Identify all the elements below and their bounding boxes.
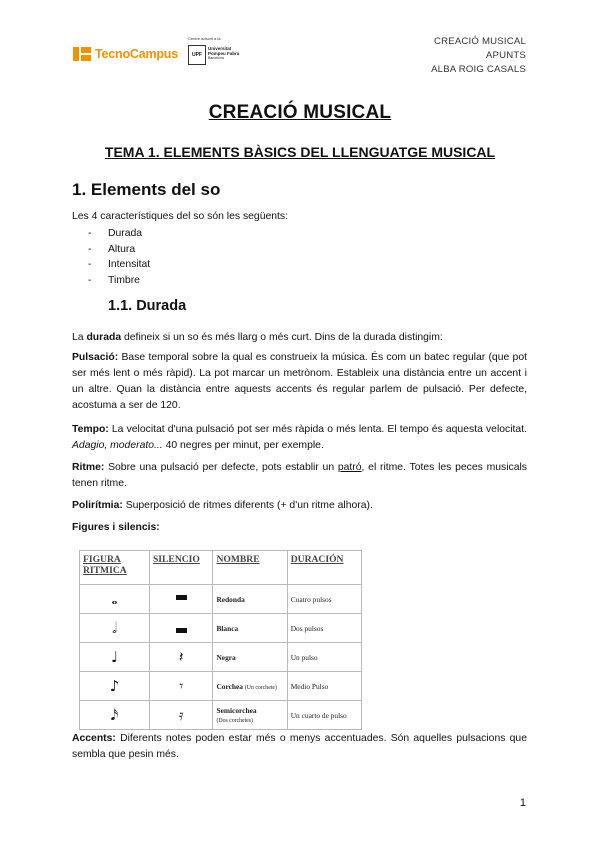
paragraph-ritme: Ritme: Sobre una pulsació per defecte, pots establir un patró, el ritme. Totes les peces musicals tenen ritme. xyxy=(72,462,527,489)
header-info xyxy=(431,35,526,77)
section-heading-elements: 1. Elements del so xyxy=(72,180,221,199)
table-row xyxy=(80,643,362,672)
duration-cell: Cuatro pulsos xyxy=(287,585,361,614)
name-cell: Semicorchea (Dos corchetes) xyxy=(213,701,287,730)
name-cell: Corchea (Un corchete) xyxy=(213,672,287,701)
name-cell: Negra xyxy=(213,643,287,672)
figures-heading: Figures i silencis: xyxy=(72,522,160,533)
eighth-note-icon: ♪ xyxy=(80,672,150,701)
header-doc-type: APUNTS xyxy=(485,50,526,61)
header-course: CREACIÓ MUSICAL xyxy=(433,36,526,47)
tecnocampus-logo xyxy=(73,47,178,61)
sixteenth-rest-icon: 𝄿 xyxy=(149,701,213,730)
list-item: - Intensitat xyxy=(88,257,150,273)
half-rest-icon xyxy=(149,614,213,643)
list-item: - Altura xyxy=(88,242,150,258)
sixteenth-note-icon: 𝅘𝅥𝅯 xyxy=(80,701,150,730)
col-figura: FIGURA RITMICA xyxy=(80,551,150,585)
duration-cell: Medio Pulso xyxy=(287,672,361,701)
upf-line2: Pompeu Fabra xyxy=(208,51,240,57)
section-intro: Les 4 característiques del so són les següents: xyxy=(72,211,289,222)
col-nombre: NOMBRE xyxy=(213,551,287,585)
table-row xyxy=(80,614,362,643)
quarter-rest-icon: 𝄽 xyxy=(149,643,213,672)
name-cell: Blanca xyxy=(213,614,287,643)
upf-name xyxy=(208,46,239,62)
figures-table xyxy=(79,550,362,730)
table-row xyxy=(80,672,362,701)
upf-line1: Universitat xyxy=(208,46,232,51)
upf-badge: UPF xyxy=(188,45,206,65)
tecnocampus-mark-icon xyxy=(73,47,91,61)
col-silencio: SILENCIO xyxy=(149,551,213,585)
page-title: CREACIÓ MUSICAL xyxy=(208,102,392,123)
upf-logo xyxy=(188,36,260,70)
col-duracion: DURACIÓN xyxy=(287,551,361,585)
table-header-row xyxy=(80,551,362,585)
page-number: 1 xyxy=(519,797,526,809)
duration-cell: Un pulso xyxy=(287,643,361,672)
half-note-icon: 𝅗𝅥 xyxy=(80,614,150,643)
list-item: - Durada xyxy=(88,226,150,242)
upf-top-text: Centre adscrit a la xyxy=(188,36,221,41)
paragraph-accents: Accents: Diferents notes poden estar més o menys accentuades. Són aquelles pulsacions que sembla que pesin més. xyxy=(72,733,527,760)
tecnocampus-text: TecnoCampus xyxy=(95,47,178,61)
table-row xyxy=(80,701,362,730)
paragraph-durada: La durada defineix si un so és més llarg o més curt. Dins de la durada distingim: xyxy=(72,332,443,343)
list-item: - Timbre xyxy=(88,273,150,289)
eighth-rest-icon: 𝄾 xyxy=(149,672,213,701)
section-heading-durada: 1.1. Durada xyxy=(108,298,187,314)
table-row xyxy=(80,585,362,614)
paragraph-tempo: Tempo: La velocitat d'una pulsació pot ser més ràpida o més lenta. El tempo és aquesta velocitat. Adagio, moderato... 40 negres per minut, per exemple. xyxy=(72,424,527,451)
upf-line3: Barcelona xyxy=(208,56,224,61)
duration-cell: Dos pulsos xyxy=(287,614,361,643)
quarter-note-icon: ♩ xyxy=(80,643,150,672)
characteristics-list xyxy=(88,226,150,288)
paragraph-pulsacio: Pulsació: Base temporal sobre la qual es construeix la música. És com un batec regular (que pot ser més lent o més ràpid). La pot marcar un metrònom. Estableix una distància entre un accent i un altre. Quan la distància entre aquests accents és regular parlem de pulsació. Per defecte, acostuma a ser de 120. xyxy=(72,352,527,411)
paragraph-poliritmia: Polirítmia: Superposició de ritmes diferents (+ d'un ritme alhora). xyxy=(72,500,373,511)
name-cell: Redonda xyxy=(213,585,287,614)
header-author: ALBA ROIG CASALS xyxy=(431,64,526,75)
page-subtitle: TEMA 1. ELEMENTS BÀSICS DEL LLENGUATGE MUSICAL xyxy=(104,144,496,160)
whole-rest-icon xyxy=(149,585,213,614)
whole-note-icon: 𝅝 xyxy=(80,585,150,614)
duration-cell: Un cuarto de pulso xyxy=(287,701,361,730)
